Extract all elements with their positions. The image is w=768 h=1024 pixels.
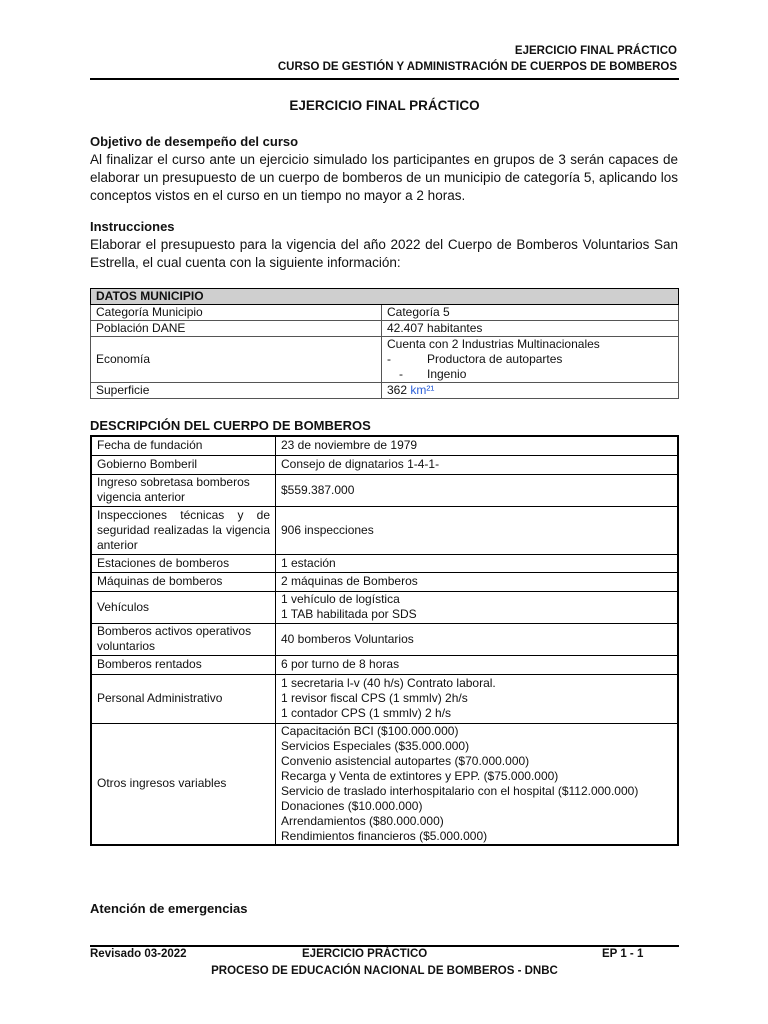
superficie-label: Superficie [91, 383, 382, 399]
row-label: Otros ingresos variables [91, 723, 276, 845]
table-row [91, 623, 678, 655]
row-label: Fecha de fundación [91, 436, 276, 455]
row-label: Bomberos activos operativos voluntarios [91, 623, 276, 655]
instructions-heading: Instrucciones [90, 219, 175, 234]
municipio-heading: DATOS MUNICIPIO [91, 289, 679, 305]
table-row [91, 674, 678, 723]
economia-value [382, 337, 679, 383]
row-label: Inspecciones técnicas y de seguridad realizadas la vigencia anterior [91, 506, 276, 554]
footer-rule [90, 945, 679, 947]
categoria-value: Categoría 5 [382, 305, 679, 321]
table-row [91, 305, 679, 321]
municipio-table [90, 288, 679, 399]
header-rule [90, 78, 679, 80]
descripcion-table [90, 435, 679, 846]
table-row [91, 723, 678, 845]
table-row [91, 337, 679, 383]
table-row [91, 506, 678, 554]
table-row [91, 474, 678, 506]
superficie-value: 362 km²¹ [382, 383, 679, 399]
row-value: 23 de noviembre de 1979 [276, 436, 679, 455]
economia-line: Cuenta con 2 Industrias Multinacionales [387, 337, 600, 351]
row-value: 2 máquinas de Bomberos [276, 572, 679, 591]
emergencias-heading: Atención de emergencias [90, 901, 248, 916]
instructions-text: Elaborar el presupuesto para la vigencia del año 2022 del Cuerpo de Bomberos Voluntarios San Estrella, el cual cuenta con la siguiente información: [90, 237, 678, 270]
footer-title: EJERCICIO PRÁCTICO [302, 948, 428, 960]
row-value: 6 por turno de 8 horas [276, 655, 679, 674]
footer-organization: PROCESO DE EDUCACIÓN NACIONAL DE BOMBEROS - DNBC [211, 965, 558, 977]
row-value: 1 secretaria l-v (40 h/s) Contrato laboral. 1 revisor fiscal CPS (1 smmlv) 2h/s 1 contador CPS (1 smmlv) 2 h/s [276, 674, 679, 723]
row-label: Ingreso sobretasa bomberos vigencia anterior [91, 474, 276, 506]
descripcion-heading: DESCRIPCIÓN DEL CUERPO DE BOMBEROS [90, 418, 371, 433]
row-value: 1 vehículo de logística 1 TAB habilitada por SDS [276, 591, 679, 623]
row-value: Consejo de dignatarios 1-4-1- [276, 455, 679, 474]
footer-page: EP 1 - 1 [602, 948, 644, 960]
economia-item: - Ingenio [399, 367, 467, 381]
table-row [91, 554, 678, 572]
row-value: 906 inspecciones [276, 506, 679, 554]
objective-text: Al finalizar el curso ante un ejercicio simulado los participantes en grupos de 3 serán capaces de elaborar un presupuesto de un cuerpo de bomberos de un municipio de categoría 5, aplicando los conceptos vistos en el curso en un tiempo no mayor a 2 horas. [90, 152, 678, 203]
table-row [91, 455, 678, 474]
table-row [91, 591, 678, 623]
row-value: 40 bomberos Voluntarios [276, 623, 679, 655]
table-row [91, 321, 679, 337]
row-label: Máquinas de bomberos [91, 572, 276, 591]
header-line-1: EJERCICIO FINAL PRÁCTICO [514, 45, 677, 57]
row-label: Gobierno Bomberil [91, 455, 276, 474]
row-label: Personal Administrativo [91, 674, 276, 723]
row-label: Estaciones de bomberos [91, 554, 276, 572]
row-value: $559.387.000 [276, 474, 679, 506]
table-row [91, 572, 678, 591]
table-row [91, 289, 679, 305]
poblacion-label: Población DANE [91, 321, 382, 337]
row-label: Bomberos rentados [91, 655, 276, 674]
table-row [91, 655, 678, 674]
objective-heading: Objetivo de desempeño del curso [90, 134, 299, 149]
row-value: 1 estación [276, 554, 679, 572]
footer-revision: Revisado 03-2022 [90, 948, 187, 960]
row-value: Capacitación BCI ($100.000.000) Servicios Especiales ($35.000.000) Convenio asistencial autopartes ($70.000.000) Recarga y Venta de extintores y EPP. ($75.000.000) Servicio de traslado interhospitalario con el hospital ($112.000.000) Donaciones ($10.000.000) Arrendamientos ($80.000.000) Rendimientos financieros ($5.000.000) [276, 723, 679, 845]
economia-label: Economía [91, 337, 382, 383]
table-row [91, 436, 678, 455]
header-line-2: CURSO DE GESTIÓN Y ADMINISTRACIÓN DE CUERPOS DE BOMBEROS [277, 61, 677, 73]
categoria-label: Categoría Municipio [91, 305, 382, 321]
footnote-link[interactable]: km²¹ [410, 383, 435, 397]
poblacion-value: 42.407 habitantes [382, 321, 679, 337]
economia-item: - Productora de autopartes [387, 352, 563, 366]
row-label: Vehículos [91, 591, 276, 623]
table-row [91, 383, 679, 399]
document-title: EJERCICIO FINAL PRÁCTICO [289, 98, 480, 113]
